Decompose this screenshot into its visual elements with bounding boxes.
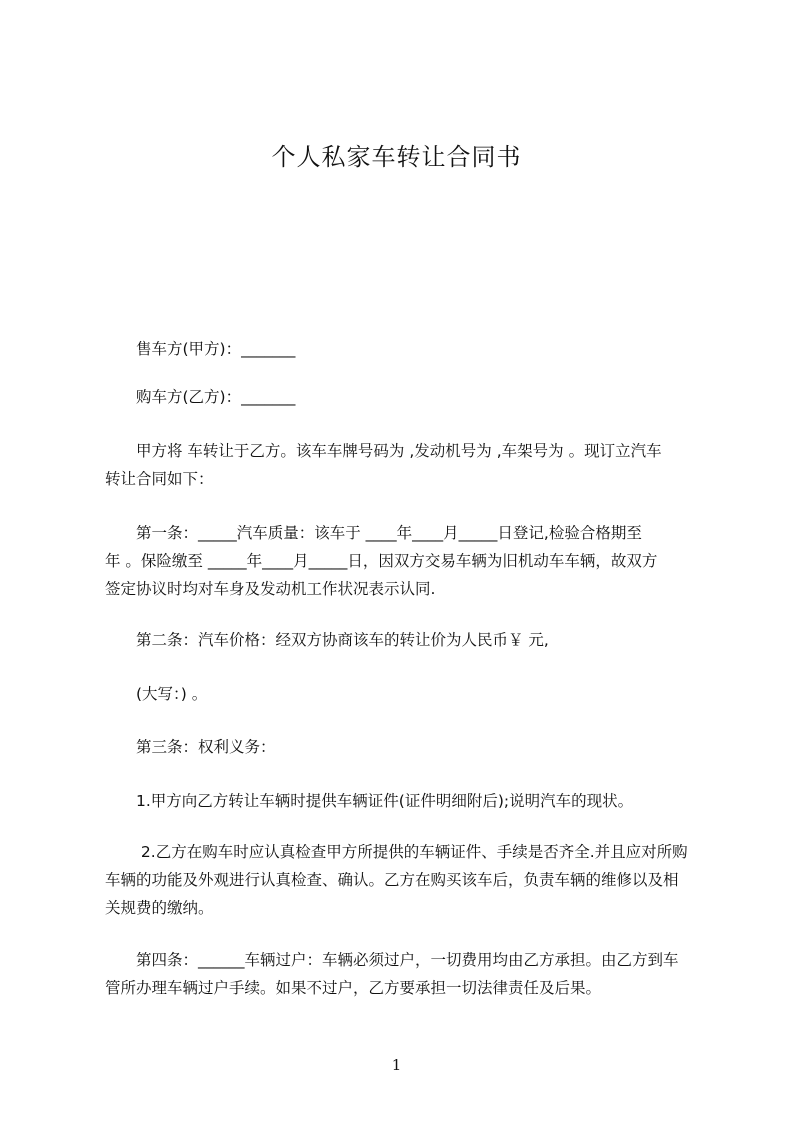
- text-line: 车辆的功能及外观进行认真检查、确认。乙方在购买该车后，负责车辆的维修以及相: [105, 871, 679, 889]
- text-line: 年 。保险缴至 _____年____月_____日，因双方交易车辆为旧机动车车辆，故双方: [105, 552, 658, 570]
- article-1-paragraph: [105, 519, 705, 603]
- text-line: 甲方将 车转让于乙方。该车车牌号码为 ,发动机号为 ,车架号为 。现订立汽车: [105, 442, 662, 460]
- article-4-paragraph: [105, 946, 705, 1002]
- page-number: 1: [391, 1056, 402, 1074]
- article-2-caps-line: [105, 680, 705, 708]
- text-line: 第三条：权利义务：: [105, 738, 276, 756]
- text-line: 1.甲方向乙方转让车辆时提供车辆证件(证件明细附后);说明汽车的现状。: [105, 792, 634, 810]
- text-line: 管所办理车辆过户手续。如果不过户，乙方要承担一切法律责任及后果。: [105, 979, 602, 997]
- text-line: 2.乙方在购车时应认真检查甲方所提供的车辆证件、手续是否齐全.并且应对所购: [105, 843, 688, 861]
- document-title: 个人私家车转让合同书: [271, 143, 522, 171]
- text-line: 签定协议时均对车身及发动机工作状况表示认同.: [105, 580, 436, 598]
- buyer-line: [105, 383, 705, 411]
- text-line: 第一条：_____汽车质量：该车于 ____年____月_____日登记,检验合格期至: [105, 524, 642, 542]
- text-line: (大写：) 。: [105, 685, 208, 703]
- article-2-paragraph: [105, 626, 705, 654]
- text-line: 第二条：汽车价格：经双方协商该车的转让价为人民币￥ 元,: [105, 631, 549, 649]
- intro-paragraph: [105, 437, 705, 493]
- text-line: 第四条：______车辆过户：车辆必须过户，一切费用均由乙方承担。由乙方到车: [105, 951, 679, 969]
- text-line: 购车方(乙方)：_______: [105, 388, 296, 406]
- text-line: 售车方(甲方)：_______: [105, 340, 296, 358]
- text-line: 关规费的缴纳。: [105, 899, 214, 917]
- article-3-item-1: [105, 787, 705, 815]
- text-line: 转让合同如下：: [105, 470, 214, 488]
- article-3-item-2: [105, 838, 705, 922]
- article-3-heading: [105, 733, 705, 761]
- seller-line: [105, 335, 705, 363]
